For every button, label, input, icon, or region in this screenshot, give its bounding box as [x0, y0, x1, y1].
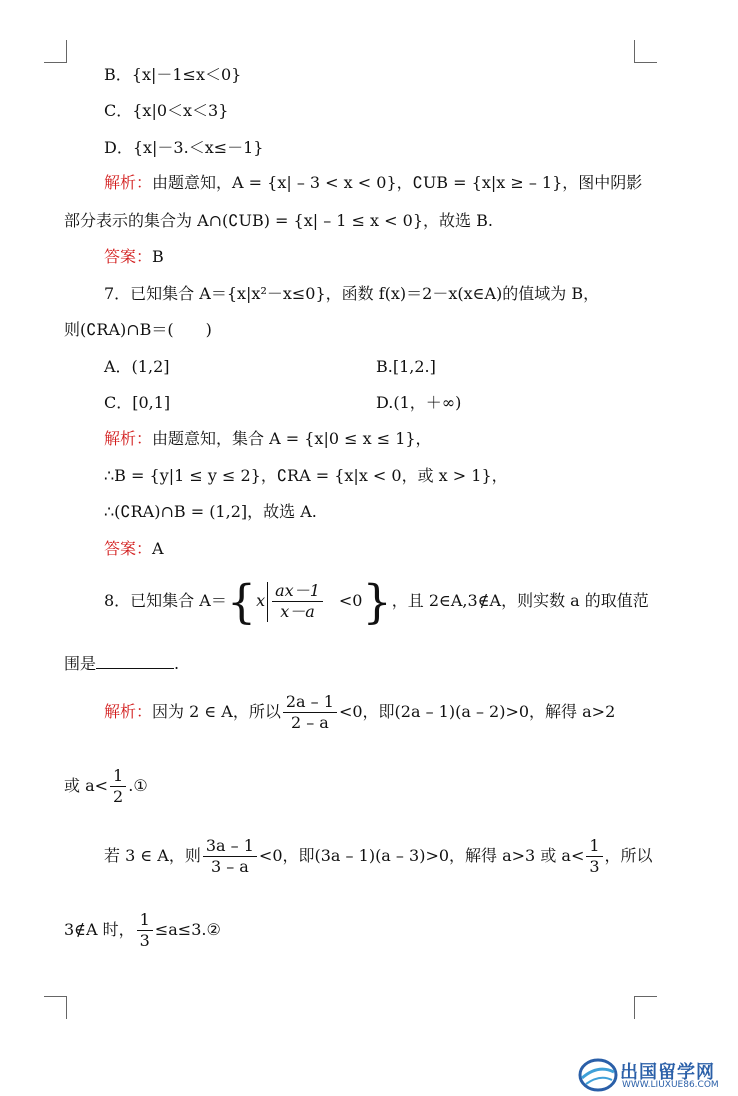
fraction-numerator: 1: [586, 836, 602, 857]
fraction-denominator: x－a: [280, 602, 315, 621]
set-brace-close: }: [362, 574, 392, 629]
fraction: [137, 910, 153, 951]
option-b: B．{x|－1≤x＜0}: [104, 65, 242, 84]
solution-text: ≤a≤3.②: [154, 920, 221, 939]
fraction-numerator: 2a – 1: [283, 692, 337, 713]
answer-label: 答案：: [104, 247, 153, 266]
solution-text: .①: [128, 776, 148, 795]
option-d: D．{x|－3.＜x≤－1}: [104, 138, 264, 157]
solution-3-line-3: [104, 834, 653, 878]
fraction-denominator: 3: [589, 857, 600, 876]
fraction: [203, 836, 257, 877]
fraction-denominator: 3 – a: [210, 857, 249, 876]
solution-text: <0，即(3a – 1)(a – 3)>0，解得 a>3 或 a<: [258, 846, 585, 865]
solution-2-line-3: ∴(∁RA)∩B = (1,2]，故选 A.: [104, 502, 317, 521]
fraction: [283, 692, 337, 733]
solution-label: 解析：: [104, 702, 153, 721]
set-condition-fraction: [272, 581, 323, 622]
solution-3-line-4: [64, 908, 221, 952]
fraction-numerator: 1: [110, 766, 126, 787]
set-variable: x: [256, 591, 266, 610]
solution-2-line-2: ∴B = {y|1 ≤ y ≤ 2}，∁RA = {x|x < 0，或 x > 1}，: [104, 466, 508, 485]
solution-text: 由题意知，A = {x| – 3 < x < 0}，∁UB = {x|x ≥ – 1}，图中阴影: [152, 173, 643, 192]
option-d: D.(1，＋∞): [376, 393, 462, 412]
fraction-numerator: ax－1: [272, 581, 323, 602]
set-brace-open: {: [226, 574, 257, 629]
watermark-logo: [578, 1058, 738, 1094]
solution-text: 因为 2 ∈ A，所以: [152, 702, 281, 721]
fraction: [586, 836, 602, 877]
answer-blank: [96, 652, 174, 669]
solution-1-line-2: 部分表示的集合为 A∩(∁UB) = {x| – 1 ≤ x < 0}，故选 B.: [64, 211, 493, 230]
question-7-line-1: 7．已知集合 A＝{x|x²－x≤0}，函数 f(x)＝2－x(x∈A)的值域为 B，: [104, 284, 600, 303]
solution-1: [104, 172, 642, 194]
watermark-url: WWW.LIUXUE86.COM: [622, 1080, 719, 1090]
answer-2: [104, 538, 164, 560]
fraction: [110, 766, 126, 807]
corner-mark-top-left: [44, 40, 67, 63]
question-7-options-row-1: [104, 356, 170, 378]
corner-mark-top-right: [634, 40, 657, 63]
corner-mark-bottom-right: [634, 996, 657, 1019]
option-a: A．(1,2]: [104, 357, 170, 376]
solution-text: 3∉A 时，: [64, 920, 135, 939]
fraction-numerator: 1: [137, 910, 153, 931]
question-7-line-2: 则(∁RA)∩B＝( ): [64, 320, 212, 339]
question-8-prefix: 8．已知集合 A＝: [104, 591, 227, 610]
question-8-line-1: [104, 574, 649, 629]
option-c: C．{x|0＜x＜3}: [104, 101, 229, 120]
solution-label: 解析：: [104, 429, 153, 448]
solution-3-line-2: [64, 764, 148, 808]
solution-text: 由题意知，集合 A = {x|0 ≤ x ≤ 1}，: [152, 429, 432, 448]
answer-value: B: [152, 247, 164, 266]
question-8-line-2-text: 围是: [64, 654, 97, 673]
solution-label: 解析：: [104, 173, 153, 192]
answer-1: [104, 246, 164, 268]
solution-text: 若 3 ∈ A，则: [104, 846, 201, 865]
answer-label: 答案：: [104, 539, 153, 558]
question-8-suffix: ，且 2∈A,3∉A，则实数 a 的取值范: [391, 591, 649, 610]
answer-value: A: [152, 539, 164, 558]
solution-text: ，所以: [604, 846, 653, 865]
fraction-denominator: 3: [139, 931, 150, 950]
option-c: C．[0,1]: [104, 393, 171, 412]
question-8-line-2: [64, 652, 179, 675]
globe-logo-icon: [578, 1058, 618, 1092]
fraction-denominator: 2 – a: [290, 713, 329, 732]
solution-2: [104, 428, 432, 450]
corner-mark-bottom-left: [44, 996, 67, 1019]
watermark-title: 出国留学网: [620, 1062, 715, 1083]
solution-text: 或 a<: [64, 776, 109, 795]
solution-text: <0，即(2a – 1)(a – 2)>0，解得 a>2: [338, 702, 616, 721]
solution-3-line-1: [104, 690, 615, 734]
set-condition-comparison: <0: [338, 591, 363, 610]
question-7-options-row-2: [104, 392, 170, 414]
fraction-denominator: 2: [113, 787, 124, 806]
option-b: B.[1,2.]: [376, 357, 436, 376]
set-divider: [267, 582, 268, 622]
fraction-numerator: 3a – 1: [203, 836, 257, 857]
question-8-line-2-end: .: [174, 654, 180, 673]
